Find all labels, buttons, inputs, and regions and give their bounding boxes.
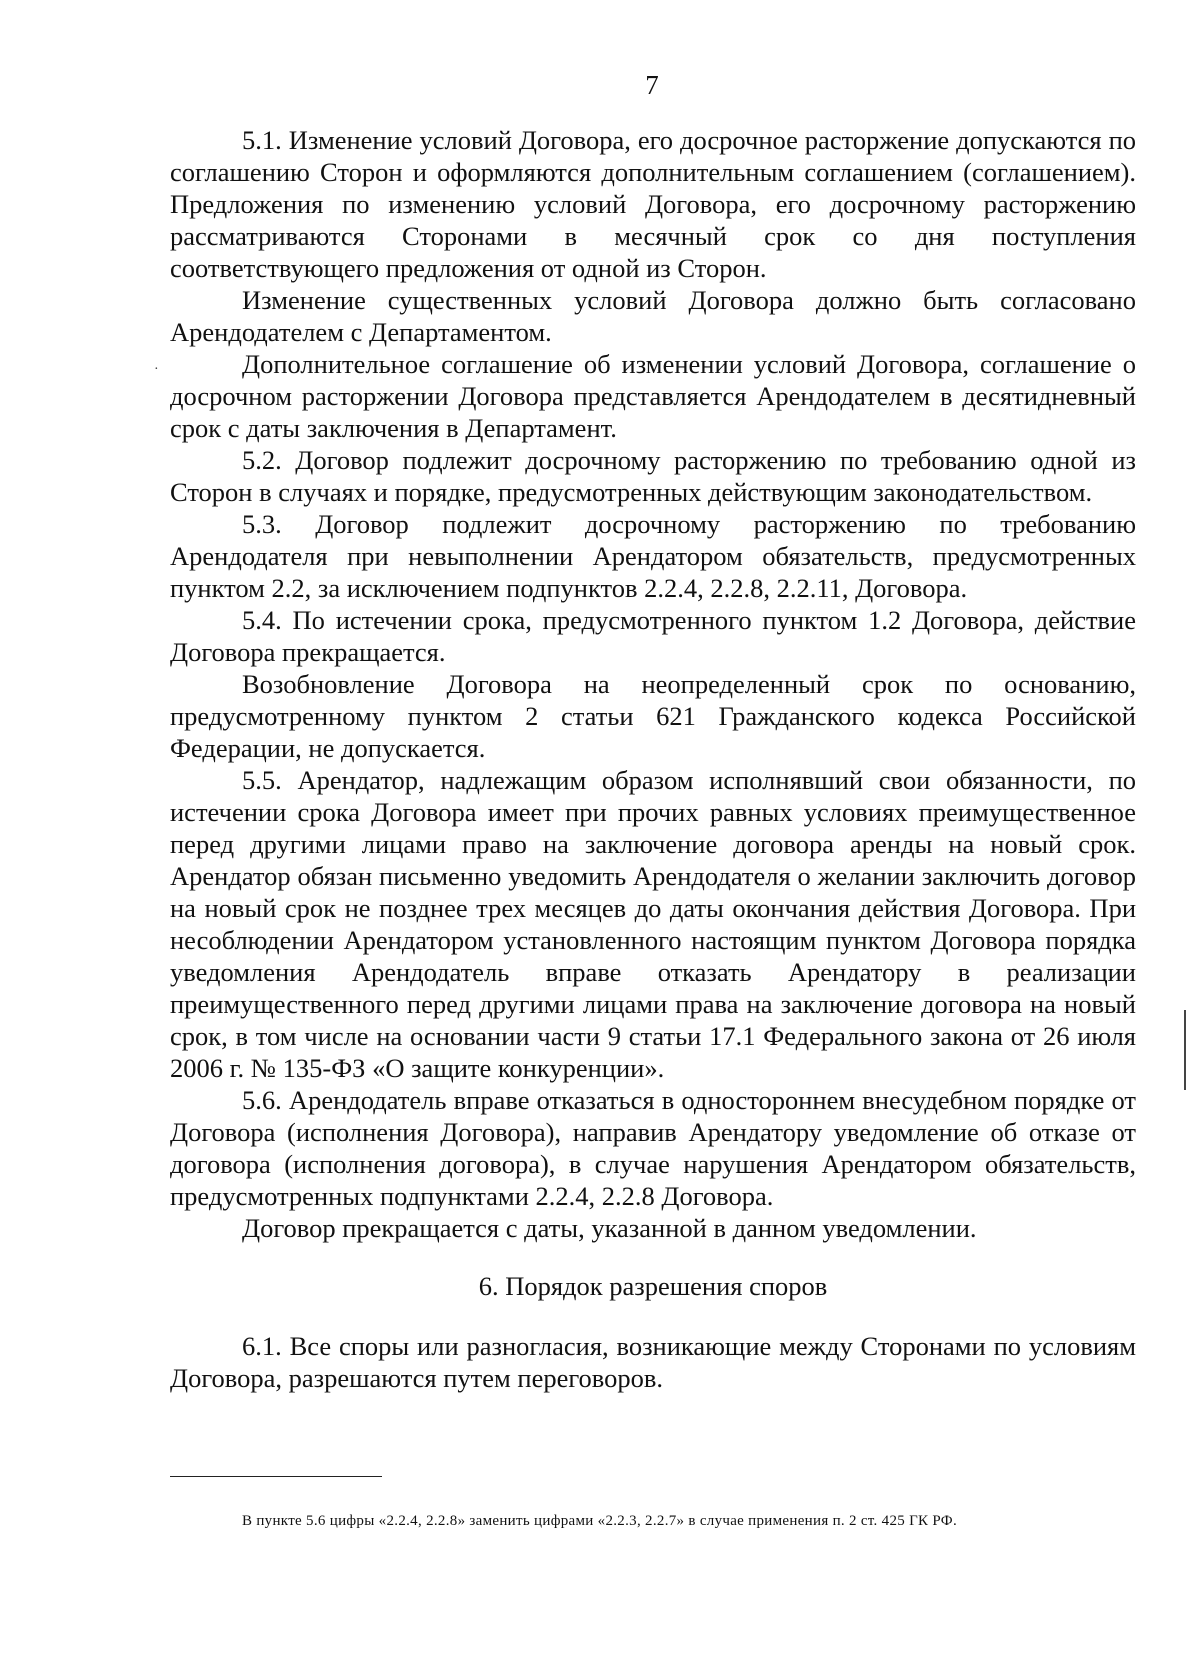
scan-edge-mark: [1184, 1010, 1186, 1090]
paragraph-5-5: 5.5. Арендатор, надлежащим образом исполнявший свои обязанности, по истечении срока Договора имеет при прочих равных условиях преимущественное перед другими лицами право на заключение договора аренды на новый срок. Арендатор обязан письменно уведомить Арендодателя о желании заключить договор на новый срок не позднее трех месяцев до даты окончания действия Договора. При несоблюдении Арендатором установленного настоящим пунктом Договора порядка уведомления Арендодатель вправе отказать Арендатору в реализации преимущественного перед другими лицами права на заключение договора на новый срок, в том числе на основании части 9 статьи 17.1 Федерального закона от 26 июля 2006 г. № 135-ФЗ «О защите конкуренции».: [170, 765, 1136, 1083]
paragraph-5-6-termination: Договор прекращается с даты, указанной в данном уведомлении.: [242, 1213, 977, 1243]
footnote-divider: [170, 1476, 382, 1477]
paragraph-5-2: 5.2. Договор подлежит досрочному расторжению по требованию одной из Сторон в случаях и порядке, предусмотренных действующим законодательством.: [170, 445, 1136, 507]
paragraph-5-1-additional-agreement: Дополнительное соглашение об изменении условий Договора, соглашение о досрочном расторжении Договора представляется Арендодателем в десятидневный срок с даты заключения в Департамент.: [170, 349, 1136, 443]
section-heading-6: 6. Порядок разрешения споров: [478, 1271, 828, 1301]
paragraph-5-1: 5.1. Изменение условий Договора, его досрочное расторжение допускаются по соглашению Сторон и оформляются дополнительным соглашением (соглашением). Предложения по изменению условий Договора, его досрочному расторжению рассматриваются Сторонами в месячный срок со дня поступления соответствующего предложения от одной из Сторон.: [170, 125, 1136, 283]
document-body: [170, 124, 1136, 1394]
page-number: 7: [645, 70, 659, 100]
paragraph-6-1: 6.1. Все споры или разногласия, возникающие между Сторонами по условиям Договора, разрешаются путем переговоров.: [170, 1331, 1136, 1393]
paragraph-5-4: 5.4. По истечении срока, предусмотренного пунктом 1.2 Договора, действие Договора прекращается.: [170, 605, 1136, 667]
paragraph-5-1-amendment: Изменение существенных условий Договора должно быть согласовано Арендодателем с Департаментом.: [170, 285, 1136, 347]
scan-speck: ·: [154, 362, 159, 377]
paragraph-5-3: 5.3. Договор подлежит досрочному расторжению по требованию Арендодателя при невыполнении Арендатором обязательств, предусмотренных пунктом 2.2, за исключением подпунктов 2.2.4, 2.2.8, 2.2.11, Договора.: [170, 509, 1136, 603]
paragraph-5-6: 5.6. Арендодатель вправе отказаться в одностороннем внесудебном порядке от Договора (исполнения Договора), направив Арендатору уведомление об отказе от договора (исполнения договора), в случае нарушения Арендатором обязательств, предусмотренных подпунктами 2.2.4, 2.2.8 Договора.: [170, 1085, 1136, 1211]
footnote: В пункте 5.6 цифры «2.2.4, 2.2.8» заменить цифрами «2.2.3, 2.2.7» в случае применения п. 2 ст. 425 ГК РФ.: [242, 1513, 958, 1529]
paragraph-5-4-renewal: Возобновление Договора на неопределенный срок по основанию, предусмотренному пунктом 2 статьи 621 Гражданского кодекса Российской Федерации, не допускается.: [170, 669, 1136, 763]
